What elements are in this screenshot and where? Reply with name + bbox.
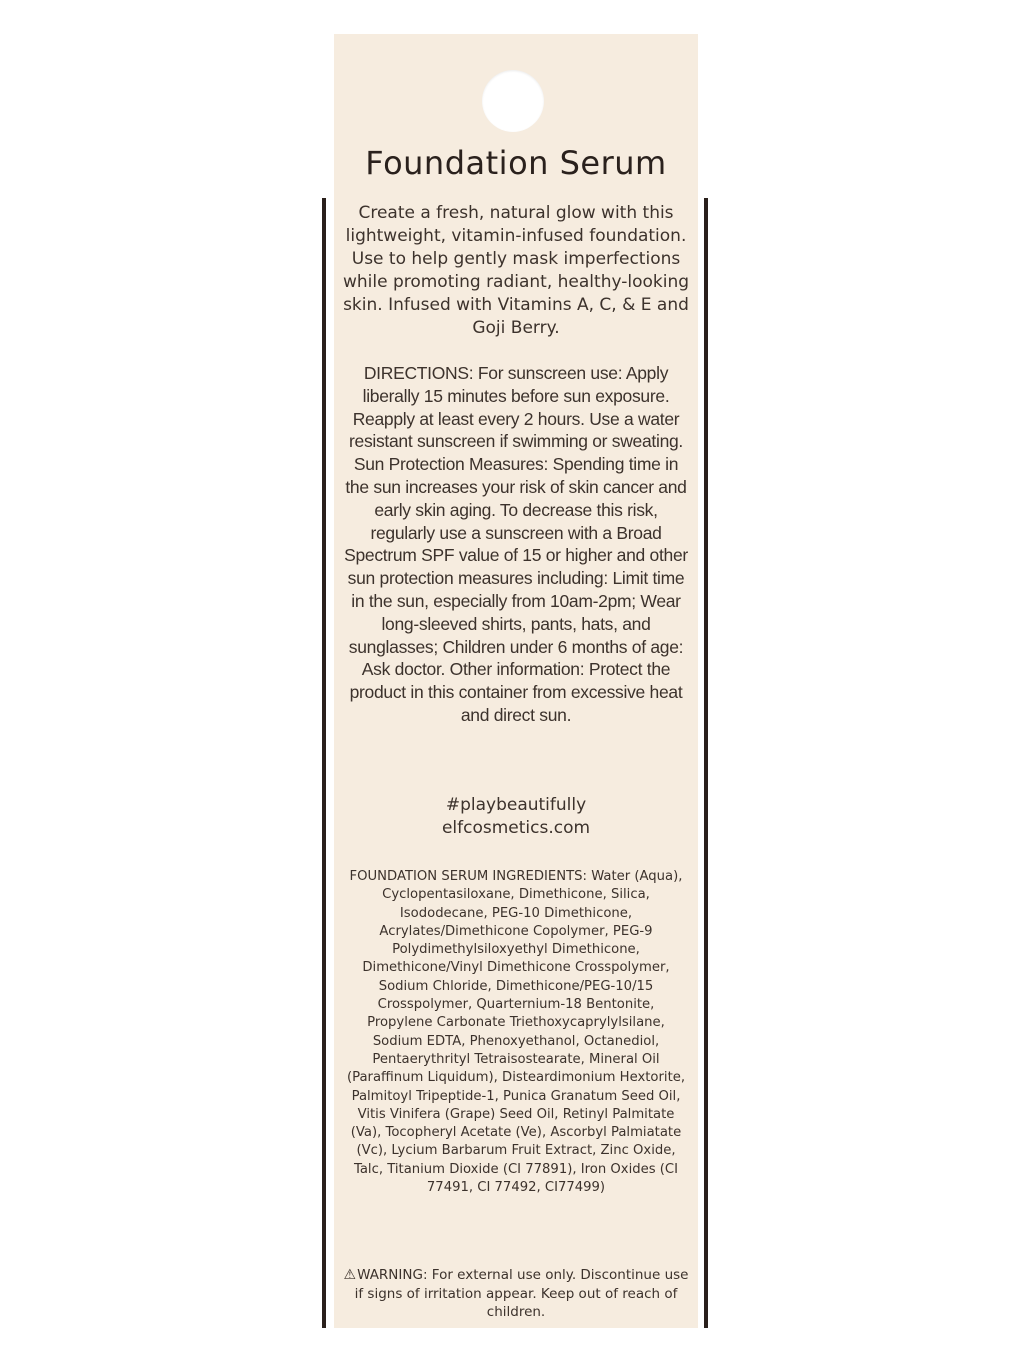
product-title: Foundation Serum [365,144,667,182]
product-card [334,34,698,1328]
box-left-edge [322,198,326,1328]
ingredients-list: FOUNDATION SERUM INGREDIENTS: Water (Aqua), Cyclopentasiloxane, Dimethicone, Silica, Isododecane, PEG-10 Dimethicone, Acrylates/Dimethicone Copolymer, PEG-9 Polydimethylsiloxyethyl Dimethicone, Dimethicone/Vinyl Dimethicone Crosspolymer, Sodium Chloride, Dimethicone/PEG-10/15 Crosspolymer, Quarternium-18 Bentonite, Propylene Carbonate Triethoxycaprylylsilane, Sodium EDTA, Phenoxyethanol, Octanediol, Pentaerythrityl Tetraisostearate, Mineral Oil (Paraffinum Liquidum), Disteardimonium Hextorite, Palmitoyl Tripeptide-1, Punica Granatum Seed Oil, Vitis Vinifera (Grape) Seed Oil, Retinyl Palmitate (Va), Tocopheryl Acetate (Ve), Ascorbyl Palmiatate (Vc), Lycium Barbarum Fruit Extract, Zinc Oxide, Talc, Titanium Dioxide (CI 77891), Iron Oxides (CI 77491, CI 77492, CI77499) [346,869,686,1196]
box-right-edge [704,198,708,1328]
website: elfcosmetics.com [441,818,591,838]
hang-hole [482,70,544,132]
warning-text: WARNING: For external use only. Discontinue use if signs of irritation appear. Keep out of reach of children. [354,1267,689,1320]
product-description: Create a fresh, natural glow with this lightweight, vitamin-infused foundation. Use to help gently mask imperfections while promoting radiant, healthy-looking skin. Infused with Vitamins A, C, & E and Goji Berry. [342,203,690,338]
warning-icon: ⚠ [343,1267,357,1283]
warning-block [342,1266,690,1322]
hashtag: #playbeautifully [445,795,587,815]
directions-text: DIRECTIONS: For sunscreen use: Apply liberally 15 minutes before sun exposure. Reapply at least every 2 hours. Use a water resistant sunscreen if swimming or sweating. Sun Protection Measures: Spending time in the sun increases your risk of skin cancer and early skin aging. To decrease this risk, regularly use a sunscreen with a Broad Spectrum SPF value of 15 or higher and other sun protection measures including: Limit time in the sun, especially from 10am-2pm; Wear long-sleeved shirts, pants, hats, and sunglasses; Children under 6 months of age: Ask doctor. Other information: Protect the product in this container from excessive heat and direct sun. [344,363,688,725]
